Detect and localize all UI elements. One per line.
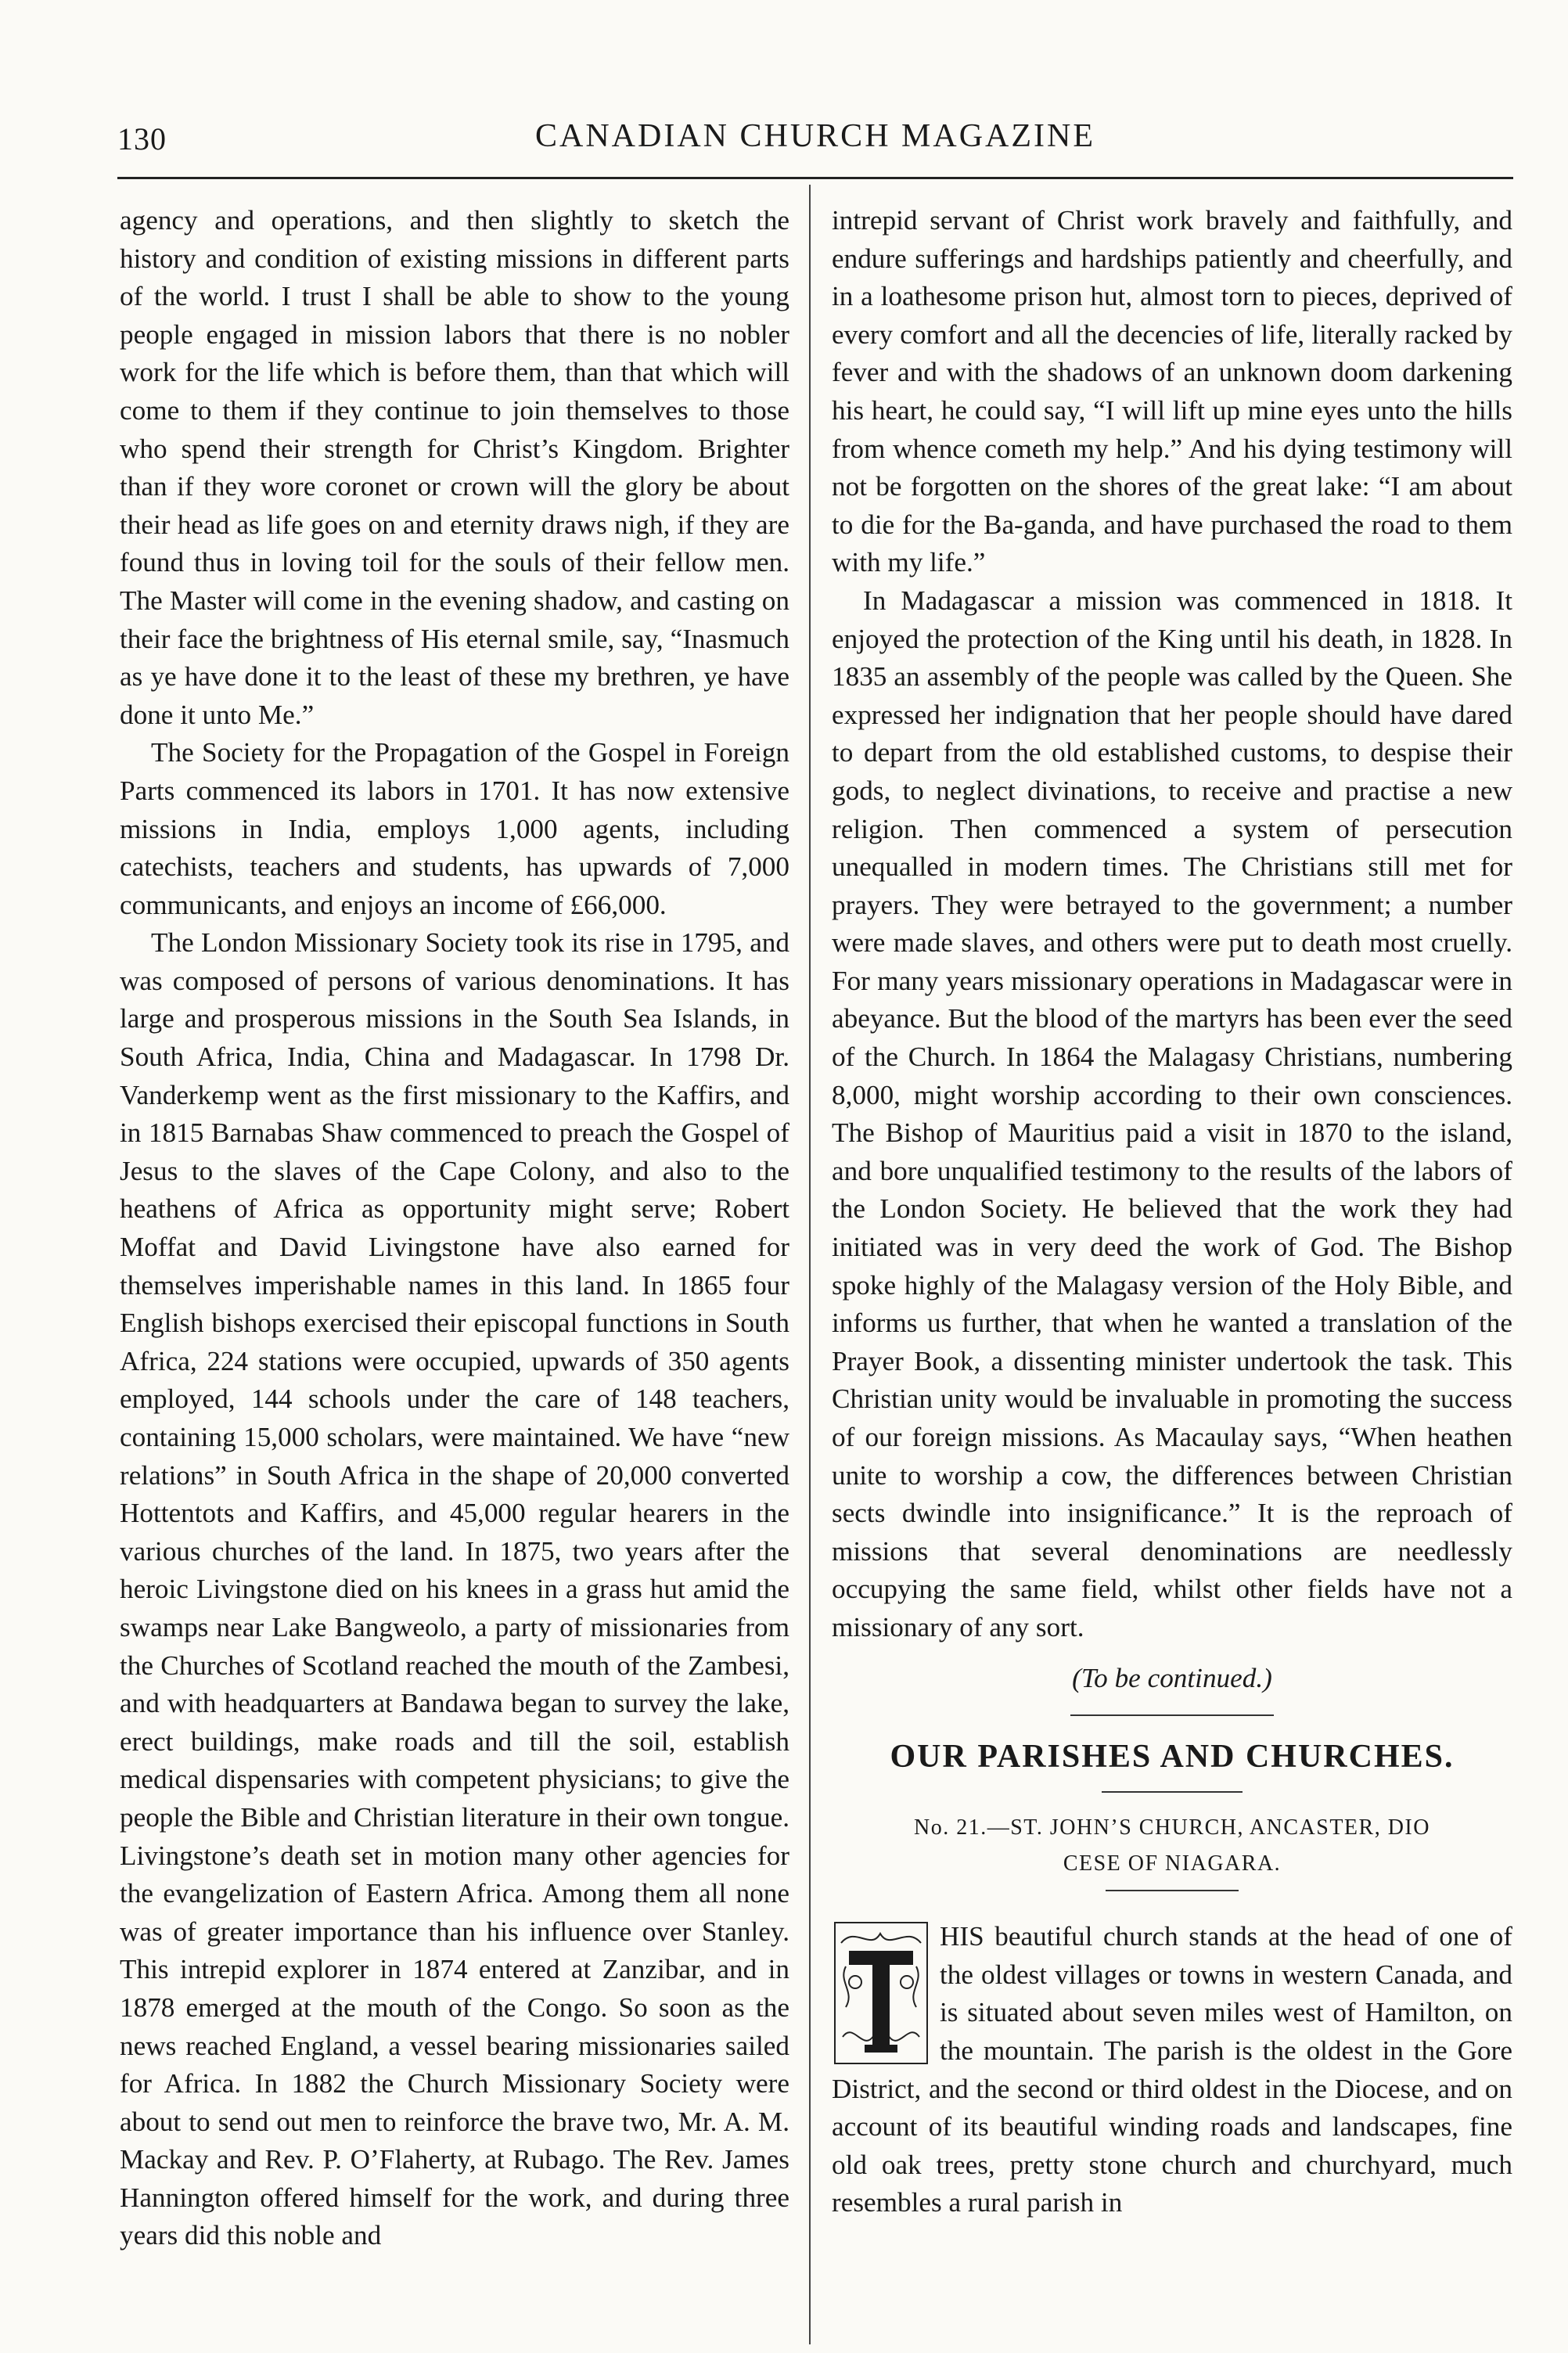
page-number: 130 [117,121,167,157]
right-column [832,202,1512,2222]
section-divider [1070,1714,1274,1716]
article-subheading-line2: CESE OF NIAGARA. [1063,1851,1282,1876]
section-divider [1102,1791,1243,1793]
to-be-continued-note: (To be continued.) [1072,1662,1272,1693]
left-column [120,202,789,2255]
section-heading: OUR PARISHES AND CHURCHES. [890,1739,1455,1776]
article-subheading-line1: No. 21.—ST. JOHN’S CHURCH, ANCASTER, DIO [914,1815,1430,1840]
column-divider [809,185,811,2344]
header-rule [117,177,1513,179]
article-paragraph: HIS beautiful church stands at the head of one of the oldest villages or towns in western Canada, and is situated about seven miles west of Hamilton, on the mountain. The parish is the oldest in the Gore District, and the second or third oldest in the Diocese, and on account of its beautiful winding roads and landscapes, fine old oak trees, pretty stone church and churchyard, much resembles a rural parish in [832,1921,1512,2218]
paragraph: The London Missionary Society took its rise in 1795, and was composed of persons of various denominations. It has large and prosperous missions in the South Sea Islands, in South Africa, India, China and Madagascar. In 1798 Dr. Vanderkemp went as the first missionary to the Kaffirs, and in 1815 Barnabas Shaw commenced to preach the Gospel of Jesus to the slaves of the Cape Colony, and also to the heathens of Africa as opportunity might serve; Robert Moffat and David Livingstone have also earned for themselves imperishable names in this land. In 1865 four English bishops exercised their episcopal functions in South Africa, 224 stations were occupied, upwards of 350 agents employed, 144 schools under the care of 148 teachers, containing 15,000 scholars, were maintained. We have “new relations” in South Africa in the shape of 20,000 converted Hottentots and Kaffirs, and 45,000 regular hearers in the various churches of the land. In 1875, two years after the heroic Livingstone died on his knees in a grass hut amid the swamps near Lake Bangweolo, a party of missionaries from the Churches of Scotland reached the mouth of the Zambesi, and with headquarters at Bandawa began to survey the lake, erect buildings, make roads and till the soil, establish medical dispensaries with competent physicians; to give the people the Bible and Christian literature in their own tongue. Livingstone’s death set in motion many other agencies for the evangelization of Eastern Africa. Among them all none was of greater importance than his influence over Stanley. This intrepid explorer in 1874 entered at Zanzibar, and in 1878 emerged at the mouth of the Congo. So soon as the news reached England, a vessel bearing missionaries sailed for Africa. In 1882 the Church Missionary Society were about to send out men to reinforce the brave two, Mr. A. M. Mackay and Rev. P. O’Flaherty, at Rubago. The Rev. James Hannington offered himself for the work, and during three years did this noble and [120,927,790,2251]
running-title: CANADIAN CHURCH MAGAZINE [535,118,1095,154]
paragraph: intrepid servant of Christ work bravely and faithfully, and endure sufferings and hardships patiently and cheerfully, and in a loathesome prison hut, almost torn to pieces, deprived of every comfort and all the decencies of life, literally racked by fever and with the shadows of an unknown doom darkening his heart, he could say, “I will lift up mine eyes unto the hills from whence cometh my help.” And his dying testimony will not be forgotten on the shores of the great lake: “I am about to die for the Ba-ganda, and have purchased the road to them with my life.” [832,205,1512,578]
section-divider [1106,1890,1239,1891]
ornate-drop-cap-t-icon [832,1919,930,2067]
page-header [117,117,1513,166]
article-body [832,1918,1512,2222]
paragraph: In Madagascar a mission was commenced in 1818. It enjoyed the protection of the King until his death, in 1828. In 1835 an assembly of the people was called by the Queen. She expressed her indignation that her people should have dared to depart from the old established customs, to despise their gods, to neglect divinations, to receive and practise a new religion. Then commenced a system of persecution unequalled in modern times. The Christians still met for prayers. They were betrayed to the government; a number were made slaves, and others were put to death most cruelly. For many years missionary operations in Madagascar were in abeyance. But the blood of the martyrs has been ever the seed of the Church. In 1864 the Malagasy Christians, numbering 8,000, might worship according to their own consciences. The Bishop of Mauritius paid a visit in 1870 to the island, and bore unqualified testimony to the results of the labors of the London Society. He believed that the work they had initiated was in very deed the work of God. The Bishop spoke highly of the Malagasy version of the Holy Bible, and informs us further, that when he wanted a translation of the Prayer Book, a dissenting minister undertook the task. This Christian unity would be invaluable in promoting the success of our foreign missions. As Macaulay says, “When heathen unite to worship a cow, the differences between Christian sects dwindle into insignificance.” It is the reproach of missions that several denominations are needlessly occupying the same field, whilst other fields have not a missionary of any sort. [832,585,1512,1642]
paragraph: The Society for the Propagation of the Gospel in Foreign Parts commenced its labors in 1701. It has now extensive missions in India, employs 1,000 agents, including catechists, teachers and students, has upwards of 7,000 communicants, and enjoys an income of £66,000. [120,737,789,920]
paragraph: agency and operations, and then slightly to sketch the history and condition of existing missions in different parts of the world. I trust I shall be able to show to the young people engaged in mission labors that there is no nobler work for the life which is before them, than that which will come to them if they continue to join themselves to those who spend their strength for Christ’s Kingdom. Brighter than if they wore coronet or crown will the glory be about their head as life goes on and eternity draws nigh, if they are found thus in loving toil for the souls of their fellow men. The Master will come in the evening shadow, and casting on their face the brightness of His eternal smile, say, “Inasmuch as ye have done it to the least of these my brethren, ye have done it unto Me.” [120,205,789,730]
